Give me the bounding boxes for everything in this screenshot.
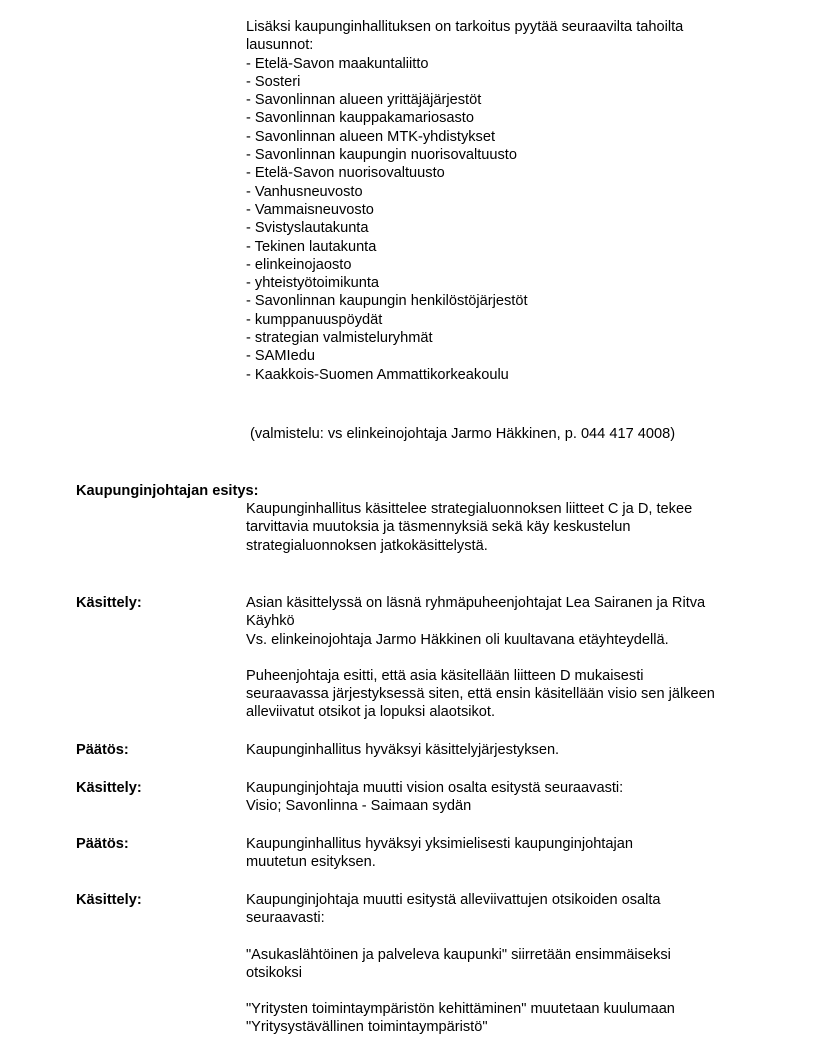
- section-label-decision: Päätös:: [76, 742, 129, 758]
- list-item: - Savonlinnan kaupungin henkilöstöjärjestöt: [246, 293, 528, 310]
- list-item: - Vammaisneuvosto: [246, 201, 374, 218]
- paragraph: Vs. elinkeinojohtaja Jarmo Häkkinen oli kuultavana etäyhteydellä.: [246, 631, 669, 648]
- section-label-processing: Käsittely:: [76, 892, 142, 908]
- list-item: - Tekinen lautakunta: [246, 238, 377, 255]
- paragraph: Kaupunginhallitus hyväksyi yksimielisesti kaupunginjohtajan muutetun esityksen.: [246, 836, 633, 871]
- section-label-processing: Käsittely:: [76, 780, 142, 796]
- paragraph: Asian käsittelyssä on läsnä ryhmäpuheenjohtajat Lea Sairanen ja Ritva Käyhkö: [246, 595, 706, 630]
- list-item: - strategian valmisteluryhmät: [246, 330, 433, 347]
- paragraph: Puheenjohtaja esitti, että asia käsitellään liitteen D mukaisesti seuraavassa järjestyksessä siten, että ensin käsitellään visio sen jälkeen alleviivatut otsikot ja lopuksi alaotsikot.: [246, 667, 715, 721]
- list-item: - Savonlinnan kauppakamariosasto: [246, 110, 474, 127]
- list-item: - elinkeinojaosto: [246, 256, 352, 273]
- paragraph: Kaupunginjohtaja muutti esitystä alleviivattujen otsikoiden osalta seuraavasti:: [246, 892, 661, 927]
- paragraph: Kaupunginjohtaja muutti vision osalta esitystä seuraavasti:: [246, 780, 624, 796]
- list-item: - Vanhusneuvosto: [246, 183, 363, 200]
- statement-request-block: [246, 18, 736, 384]
- list-item: - SAMIedu: [246, 348, 315, 365]
- list-item: - Savonlinnan alueen MTK-yhdistykset: [246, 128, 496, 145]
- list-item: - Sosteri: [246, 73, 301, 90]
- section-label-processing: Käsittely:: [76, 595, 142, 611]
- list-item: - Etelä-Savon nuorisovaltuusto: [246, 165, 445, 182]
- list-item: - yhteistyötoimikunta: [246, 275, 380, 292]
- list-item: - Etelä-Savon maakuntaliitto: [246, 55, 429, 72]
- statement-bodies-list: [246, 55, 736, 384]
- list-item: - Svistyslautakunta: [246, 220, 369, 237]
- paragraph: "Asukaslähtöinen ja palveleva kaupunki" siirretään ensimmäiseksi otsikoksi: [246, 946, 671, 981]
- preparer-note: (valmistelu: vs elinkeinojohtaja Jarmo Häkkinen, p. 044 417 4008): [250, 426, 676, 442]
- proposal-label: Kaupunginjohtajan esitys:: [76, 483, 259, 499]
- intro-text: Lisäksi kaupunginhallituksen on tarkoitus pyytää seuraavilta tahoilta lausunnot:: [246, 19, 684, 54]
- list-item: - kumppanuuspöydät: [246, 311, 383, 328]
- paragraph: Kaupunginhallitus hyväksyi käsittelyjärjestyksen.: [246, 742, 560, 758]
- paragraph: "Yritysten toimintaympäristön kehittäminen" muutetaan kuulumaan "Yritysystävällinen toimintaympäristö": [246, 1001, 675, 1036]
- proposal-text: Kaupunginhallitus käsittelee strategialuonnoksen liitteet C ja D, tekee tarvittavia muutoksia ja täsmennyksiä sekä käy keskustelun strategialuonnoksen jatkokäsittelystä.: [246, 501, 693, 554]
- list-item: - Kaakkois-Suomen Ammattikorkeakoulu: [246, 366, 509, 383]
- list-item: - Savonlinnan alueen yrittäjäjärjestöt: [246, 92, 482, 109]
- paragraph: Visio; Savonlinna - Saimaan sydän: [246, 798, 472, 815]
- section-body-decision: [246, 741, 746, 759]
- list-item: - Savonlinnan kaupungin nuorisovaltuusto: [246, 147, 517, 164]
- section-label-decision: Päätös:: [76, 836, 129, 852]
- section-body-processing: [246, 779, 746, 816]
- section-body-processing: [246, 594, 726, 722]
- section-body-decision: [246, 835, 686, 872]
- section-body-processing: [246, 891, 726, 1037]
